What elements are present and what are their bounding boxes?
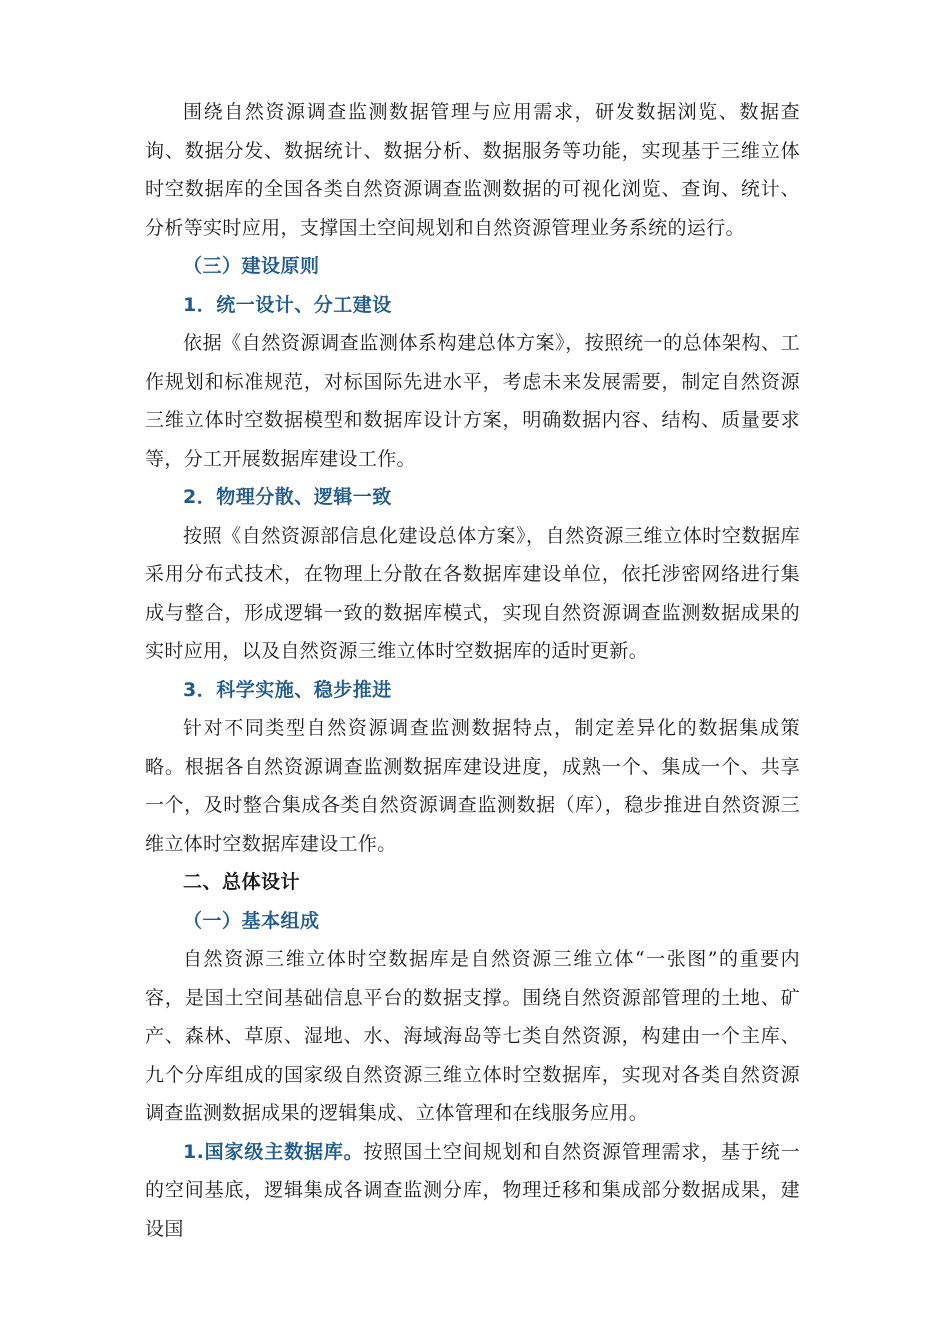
paragraph-national-main-database: [145, 1133, 800, 1249]
heading-scientific-implementation: 3．科学实施、稳步推进: [183, 678, 392, 701]
national-main-database-text: 按照国土空间规划和自然资源管理需求，基于统一的空间基底，逻辑集成各调查监测分库，物理迁移和集成部分数据成果，建设国: [145, 1140, 800, 1240]
paragraph-data-application: 围绕自然资源调查监测数据管理与应用需求，研发数据浏览、数据查询、数据分发、数据统计、数据分析、数据服务等功能，实现基于三维立体时空数据库的全国各类自然资源调查监测数据的可视化浏览、查询、统计、分析等实时应用，支撑国土空间规划和自然资源管理业务系统的运行。: [145, 101, 800, 239]
paragraph-basic-composition: 自然资源三维立体时空数据库是自然资源三维立体“一张图”的重要内容，是国土空间基础信息平台的数据支撑。围绕自然资源部管理的土地、矿产、森林、草原、湿地、水、海域海岛等七类自然资源，构建由一个主库、九个分库组成的国家级自然资源三维立体时空数据库，实现对各类自然资源调查监测数据成果的逻辑集成、立体管理和在线服务应用。: [145, 948, 800, 1124]
paragraph-unified-design: 依据《自然资源调查监测体系构建总体方案》，按照统一的总体架构、工作规划和标准规范，对标国际先进水平，考虑未来发展需要，制定自然资源三维立体时空数据模型和数据库设计方案，明确数据内容、结构、质量要求等，分工开展数据库建设工作。: [145, 332, 800, 470]
heading-physical-distributed: 2．物理分散、逻辑一致: [183, 486, 392, 508]
heading-unified-design: 1．统一设计、分工建设: [183, 293, 392, 316]
heading-overall-design: 二、总体设计: [183, 871, 301, 893]
paragraph-scientific-implementation: 针对不同类型自然资源调查监测数据特点，制定差异化的数据集成策略。根据各自然资源调查监测数据库建设进度，成熟一个、集成一个、共享一个，及时整合集成各类自然资源调查监测数据（库），稳步推进自然资源三维立体时空数据库建设工作。: [145, 717, 800, 855]
paragraph-physical-distributed: 按照《自然资源部信息化建设总体方案》，自然资源三维立体时空数据库采用分布式技术，在物理上分散在各数据库建设单位，依托涉密网络进行集成与整合，形成逻辑一致的数据库模式，实现自然资源调查监测数据成果的实时应用，以及自然资源三维立体时空数据库的适时更新。: [145, 524, 800, 662]
national-main-database-lead: 1.国家级主数据库。: [183, 1140, 364, 1163]
heading-basic-composition: （一）基本组成: [183, 909, 320, 932]
heading-construction-principles: （三）建设原则: [183, 255, 320, 277]
